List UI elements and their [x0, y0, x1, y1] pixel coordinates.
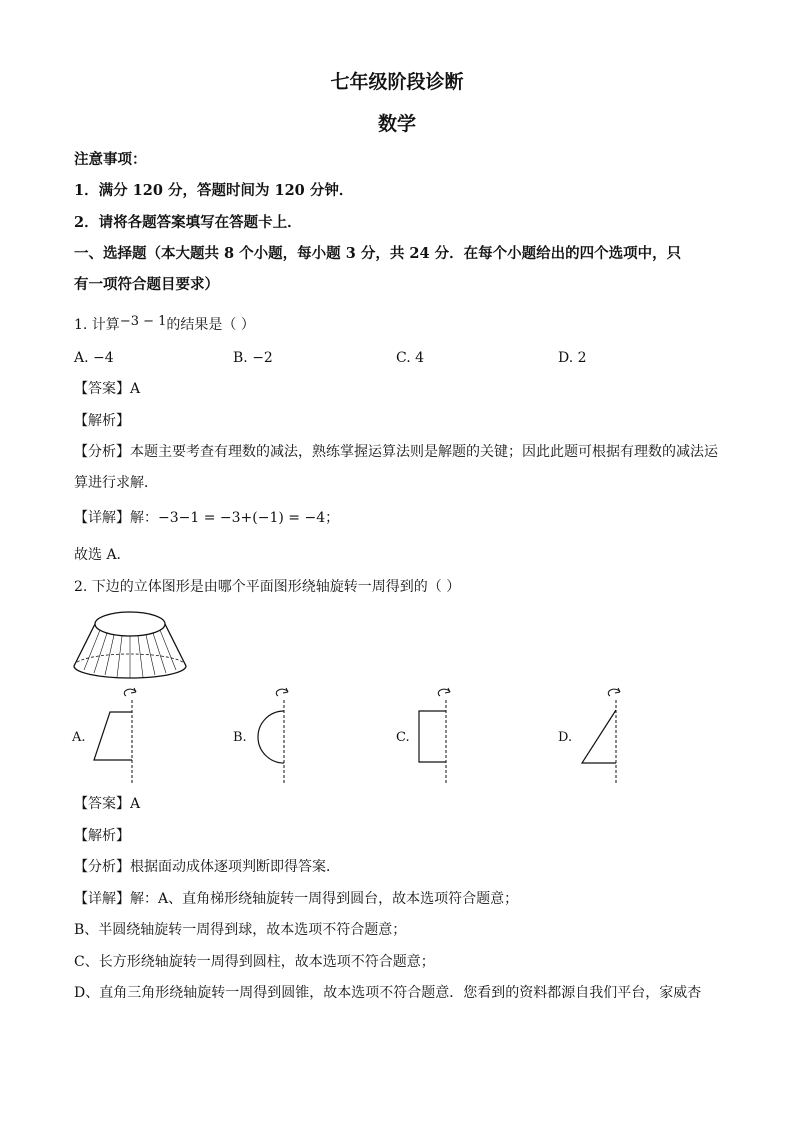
subject-title: 数学 — [377, 113, 416, 135]
q1-stem — [74, 316, 255, 335]
q1-detail — [74, 509, 339, 527]
q2-analysis: 【分析】根据面动成体逐项判断即得答案． — [74, 859, 340, 875]
q2-detail-line-2: B、半圆绕轴旋转一周得到球，故本选项不符合题意； — [74, 922, 407, 938]
q1-answer: 【答案】A — [74, 381, 141, 397]
q2-option-d-label: D. — [558, 730, 573, 745]
q2-detail-line-3: C、长方形绕轴旋转一周得到圆柱，故本选项不符合题意； — [74, 954, 435, 970]
notice-item-2: 2．请将各题答案填写在答题卡上． — [74, 214, 302, 231]
rectangle-figure — [412, 686, 472, 786]
q2-option-c-label: C. — [396, 730, 410, 745]
q1-stem-suffix: 的结果是（ ） — [166, 317, 255, 333]
q1-option-d: D. 2 — [558, 350, 587, 366]
q1-detail-prefix: 【详解】解： — [74, 510, 158, 526]
q1-stem-expression: −3 − 1 — [119, 314, 167, 329]
q2-answer: 【答案】A — [74, 796, 141, 812]
q1-analysis-label: 【解析】 — [74, 413, 130, 429]
q1-analysis-line-1: 【分析】本题主要考查有理数的减法，熟练掌握运算法则是解题的关键；因此此题可根据有理数的减法运 — [74, 444, 718, 460]
right-triangle-figure — [578, 686, 638, 786]
semicircle-figure — [250, 686, 310, 786]
q2-detail-line-4: D、直角三角形绕轴旋转一周得到圆锥，故本选项不符合题意．您看到的资料都源自我们平台，家威杏 — [74, 985, 702, 1001]
q2-option-a-label: A. — [72, 730, 86, 745]
q2-stem: 2. 下边的立体图形是由哪个平面图形绕轴旋转一周得到的（ ） — [74, 579, 461, 595]
q1-conclusion: 故选 A． — [74, 547, 131, 563]
q2-analysis-label: 【解析】 — [74, 828, 130, 844]
q1-detail-suffix: ； — [325, 510, 340, 526]
q2-detail-line-1: 【详解】解：A、直角梯形绕轴旋转一周得到圆台，故本选项符合题意； — [74, 891, 519, 907]
section-1-line-2: 有一项符合题目要求） — [74, 276, 219, 293]
exam-title: 七年级阶段诊断 — [330, 71, 464, 93]
frustum-figure — [70, 608, 190, 684]
right-trapezoid-figure — [90, 686, 150, 786]
q1-option-c: C. 4 — [396, 350, 425, 366]
q1-analysis-line-2: 算进行求解． — [74, 475, 158, 491]
section-1-line-1: 一、选择题（本大题共 8 个小题，每小题 3 分，共 24 分．在每个小题给出的四个选项中，只 — [74, 245, 682, 262]
notice-heading: 注意事项： — [74, 151, 147, 168]
q1-option-b: B. −2 — [233, 350, 273, 366]
q1-detail-expression: −3−1 = −3+(−1) = −4 — [158, 510, 326, 526]
q1-stem-prefix: 1. 计算 — [74, 317, 120, 333]
q1-option-a: A. −4 — [74, 350, 114, 366]
q2-option-b-label: B. — [233, 730, 247, 745]
notice-item-1: 1．满分 120 分，答题时间为 120 分钟． — [74, 182, 354, 199]
